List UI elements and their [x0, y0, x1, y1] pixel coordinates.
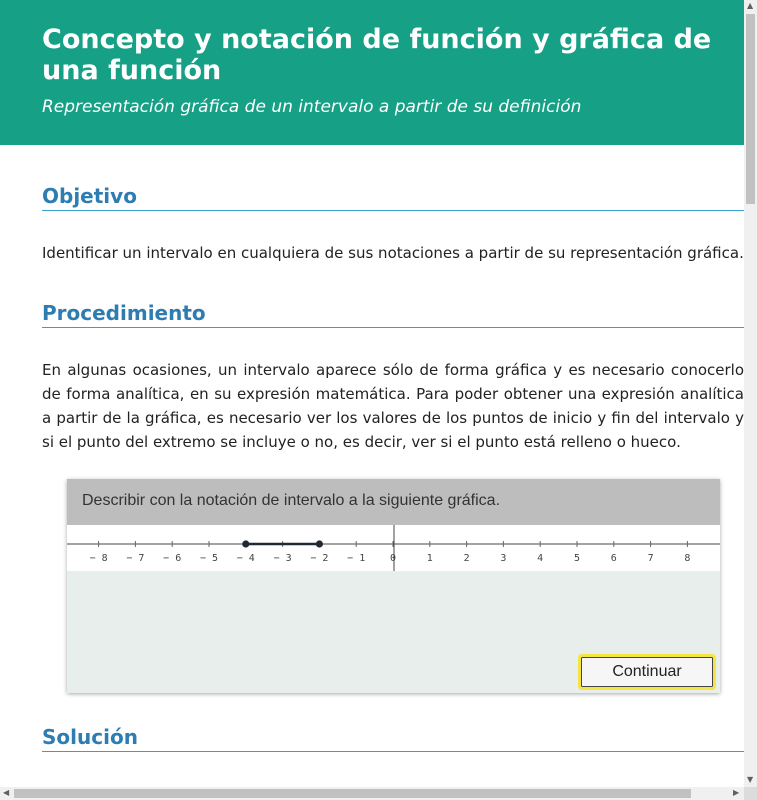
number-line-tick-label: − 7 — [126, 553, 145, 564]
page-subtitle: Representación gráfica de un intervalo a partir de su definición — [42, 97, 582, 117]
number-line-tick-label: − 8 — [89, 553, 108, 564]
section-heading-solucion: Solución — [42, 725, 744, 752]
number-line-tick-label: 8 — [684, 553, 691, 564]
section-heading-procedimiento: Procedimiento — [42, 301, 744, 328]
page-header — [0, 0, 744, 145]
page-title: Concepto y notación de función y gráfica de una función — [42, 24, 712, 86]
number-line-tick-label: − 4 — [236, 553, 255, 564]
objetivo-text: Identificar un intervalo en cualquiera de sus notaciones a partir de su representación gráfica. — [42, 244, 744, 262]
number-line-graphic — [67, 525, 720, 571]
continue-button[interactable]: Continuar — [578, 654, 716, 690]
number-line-tick-label: 3 — [500, 553, 507, 564]
number-line-tick-label: − 3 — [273, 553, 292, 564]
interval-start-point — [243, 541, 249, 547]
vertical-scrollbar[interactable] — [744, 0, 757, 787]
exercise-card — [67, 479, 720, 693]
exercise-card-header — [67, 479, 720, 525]
scroll-down-arrow-icon[interactable]: ▼ — [747, 775, 754, 784]
number-line-tick-label: − 6 — [163, 553, 182, 564]
number-line-tick-label: 5 — [573, 553, 581, 564]
vertical-scrollbar-thumb[interactable] — [746, 14, 755, 204]
scroll-right-arrow-icon[interactable]: ▶ — [733, 788, 740, 797]
number-line — [67, 525, 720, 571]
scroll-up-arrow-icon[interactable]: ▲ — [747, 1, 754, 10]
number-line-tick-label: 7 — [647, 553, 654, 564]
procedimiento-text: En algunas ocasiones, un intervalo aparece sólo de forma gráfica y es necesario conocerlo de forma analítica, en su expresión matemática. Para poder obtener una expresión analítica a partir de la gráfica, es necesario ver los valores de los puntos de inicio y fin del intervalo y si el punto del extremo se incluye o no, es decir, ver si el punto está relleno o hueco. — [42, 361, 744, 451]
scrollbar-corner — [744, 787, 757, 800]
horizontal-scrollbar[interactable] — [0, 787, 744, 800]
scroll-left-arrow-icon[interactable]: ◀ — [3, 788, 10, 797]
exercise-question: Describir con la notación de intervalo a la siguiente gráfica. — [82, 492, 501, 509]
number-line-tick-label: − 5 — [199, 553, 219, 564]
number-line-tick-label: 4 — [537, 553, 544, 564]
number-line-tick-label: − 1 — [347, 553, 366, 564]
horizontal-scrollbar-thumb[interactable] — [14, 789, 691, 798]
number-line-tick-label: 2 — [463, 553, 470, 564]
number-line-tick-label: 0 — [389, 553, 397, 564]
number-line-tick-label: − 2 — [310, 553, 329, 564]
number-line-tick-label: 6 — [610, 553, 617, 564]
number-line-tick-label: 1 — [426, 553, 433, 564]
interval-end-point — [316, 541, 322, 547]
section-heading-objetivo: Objetivo — [42, 184, 744, 211]
